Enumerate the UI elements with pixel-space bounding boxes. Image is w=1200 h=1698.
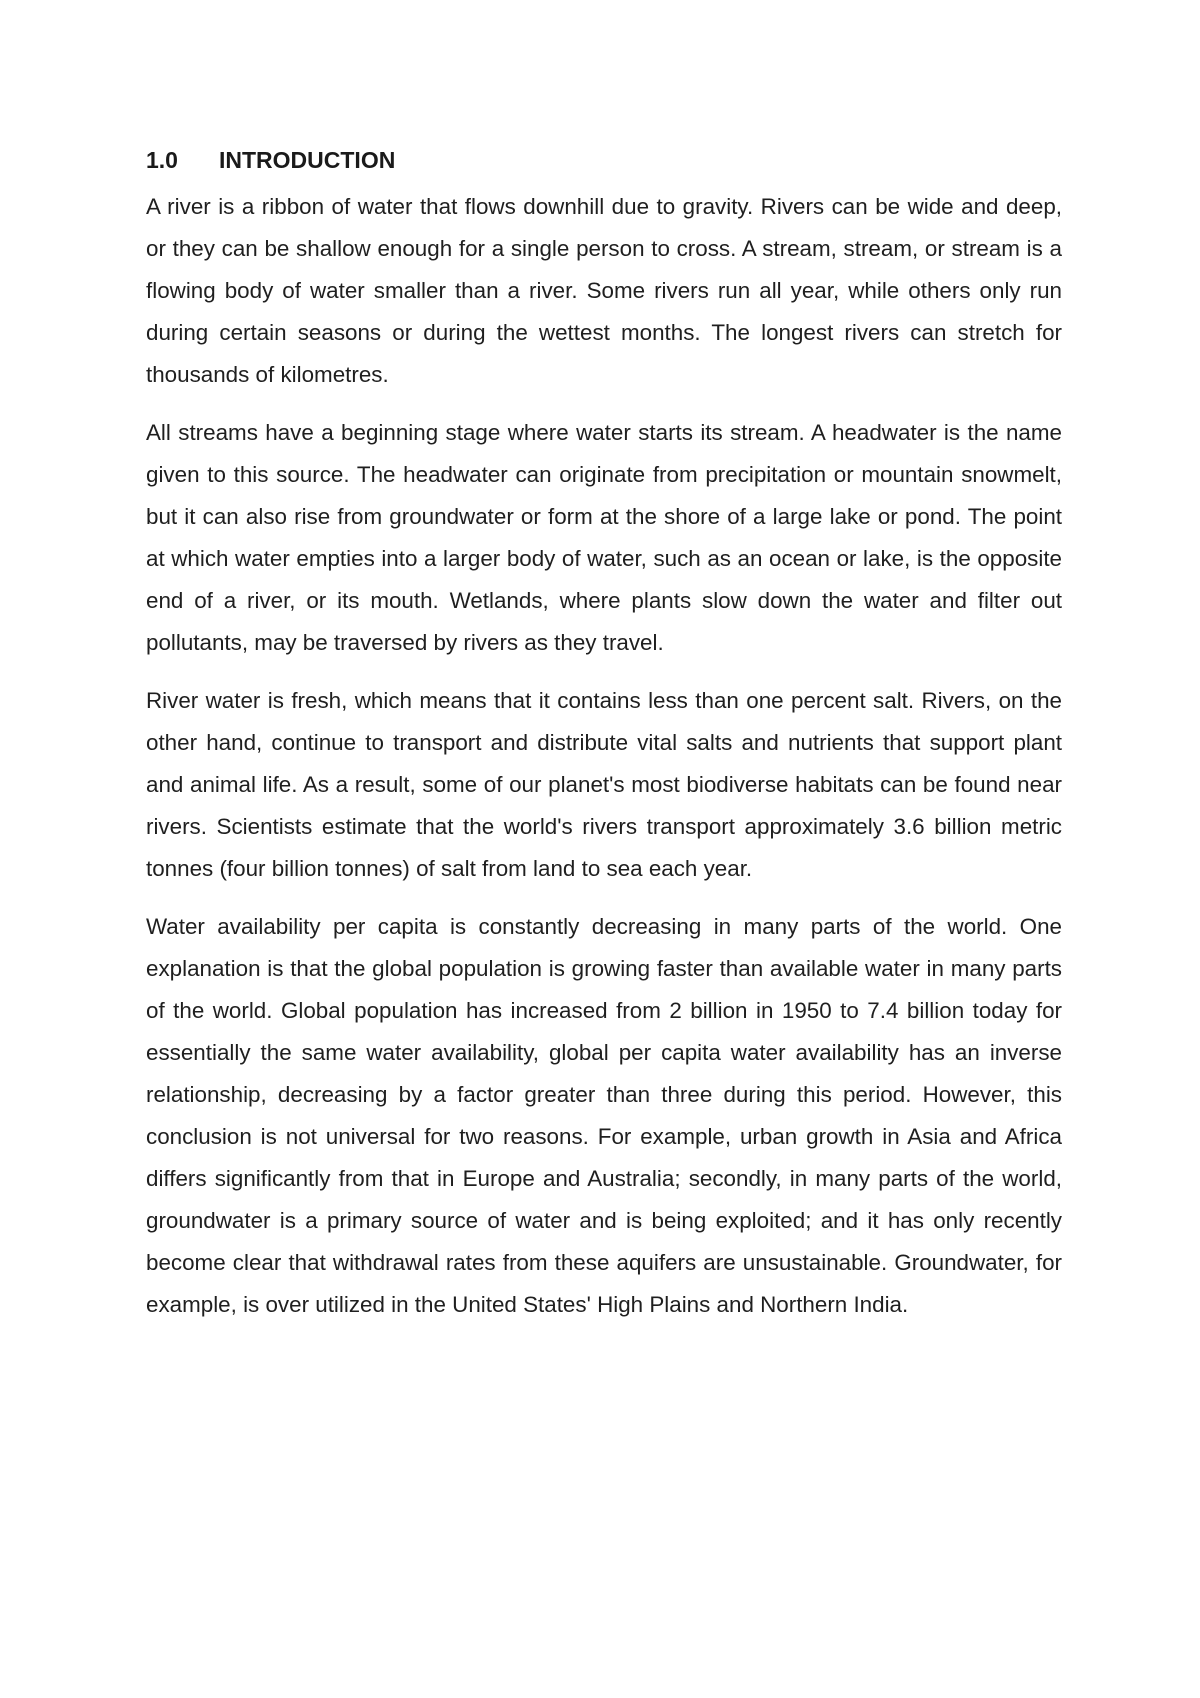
section-heading — [146, 140, 1062, 180]
paragraph-water-availability: Water availability per capita is constantly decreasing in many parts of the world. One explanation is that the global population is growing faster than available water in many parts of the world. Global population has increased from 2 billion in 1950 to 7.4 billion today for essentially the same water availability, global per capita water availability has an inverse relationship, decreasing by a factor greater than three during this period. However, this conclusion is not universal for two reasons. For example, urban growth in Asia and Africa differs significantly from that in Europe and Australia; secondly, in many parts of the world, groundwater is a primary source of water and is being exploited; and it has only recently become clear that withdrawal rates from these aquifers are unsustainable. Groundwater, for example, is over utilized in the United States' High Plains and Northern India. — [146, 914, 1062, 1317]
paragraph-rivers-definition: A river is a ribbon of water that flows downhill due to gravity. Rivers can be wide and deep, or they can be shallow enough for a single person to cross. A stream, stream, or stream is a flowing body of water smaller than a river. Some rivers run all year, while others only run during certain seasons or during the wettest months. The longest rivers can stretch for thousands of kilometres. — [146, 194, 1062, 387]
section-number: 1.0 — [146, 147, 178, 173]
document-body — [146, 140, 1062, 1342]
paragraph-headwater: All streams have a beginning stage where water starts its stream. A headwater is the name given to this source. The headwater can originate from precipitation or mountain snowmelt, but it can also rise from groundwater or form at the shore of a large lake or pond. The point at which water empties into a larger body of water, such as an ocean or lake, is the opposite end of a river, or its mouth. Wetlands, where plants slow down the water and filter out pollutants, may be traversed by rivers as they travel. — [146, 420, 1062, 655]
section-title: INTRODUCTION — [219, 147, 396, 173]
paragraph-river-water-salt: River water is fresh, which means that it contains less than one percent salt. Rivers, on the other hand, continue to transport and distribute vital salts and nutrients that support plant and animal life. As a result, some of our planet's most biodiverse habitats can be found near rivers. Scientists estimate that the world's rivers transport approximately 3.6 billion metric tonnes (four billion tonnes) of salt from land to sea each year. — [146, 688, 1062, 881]
